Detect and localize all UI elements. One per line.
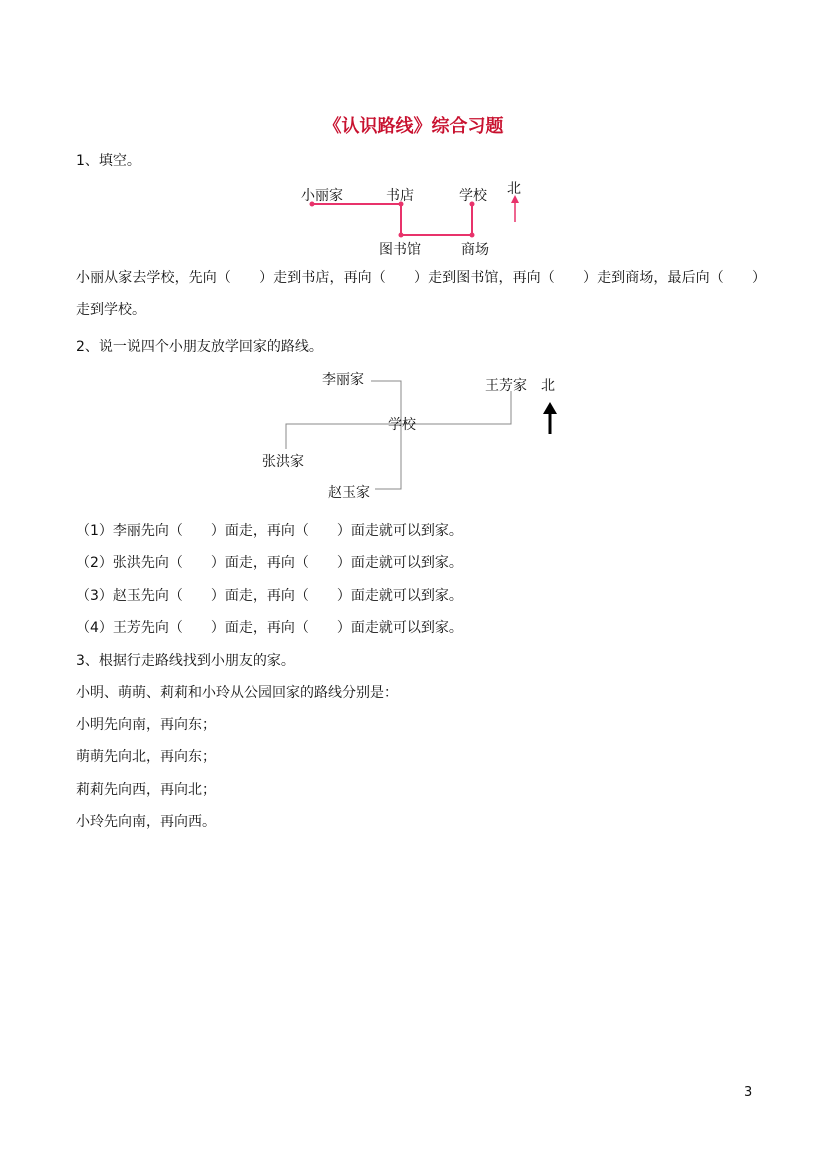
label-lili-home: 李丽家 [322, 372, 364, 388]
q3-route-2: 萌萌先向北，再向东； [76, 749, 216, 765]
q2-item-2: （2）张洪先向（ ）面走，再向（ ）面走就可以到家。 [76, 555, 463, 571]
label-school-2: 学校 [388, 417, 416, 433]
q2-route-map [0, 0, 827, 510]
q3-route-1: 小明先向南，再向东； [76, 717, 216, 733]
label-wangfang-home: 王芳家 [485, 378, 527, 394]
q3-route-3: 莉莉先向西，再向北； [76, 782, 216, 798]
north-arrow-icon-2 [543, 402, 557, 414]
route-wangfang [401, 391, 511, 424]
page-number: 3 [744, 1085, 753, 1100]
q1-heading: 1、填空。 [76, 153, 141, 169]
q2-item-1: （1）李丽先向（ ）面走，再向（ ）面走就可以到家。 [76, 523, 463, 539]
q3-route-4: 小玲先向南，再向西。 [76, 814, 216, 830]
label-school: 学校 [459, 188, 487, 204]
route-zhaoyu [375, 424, 401, 489]
page-title: 《认识路线》综合习题 [323, 116, 504, 137]
q3-heading: 3、根据行走路线找到小朋友的家。 [76, 653, 295, 669]
label-zhanghong-home: 张洪家 [262, 454, 304, 470]
q2-heading: 2、说一说四个小朋友放学回家的路线。 [76, 339, 323, 355]
q2-item-4: （4）王芳先向（ ）面走，再向（ ）面走就可以到家。 [76, 620, 463, 636]
q2-item-3: （3）赵玉先向（ ）面走，再向（ ）面走就可以到家。 [76, 588, 463, 604]
label-bookstore: 书店 [386, 188, 414, 204]
label-library: 图书馆 [379, 242, 421, 258]
label-mall: 商场 [461, 242, 489, 258]
q3-intro: 小明、萌萌、莉莉和小玲从公园回家的路线分别是： [76, 685, 398, 701]
q2-route-lines [286, 381, 511, 489]
q1-fill-text: 小丽从家去学校，先向（ ）走到书店，再向（ ）走到图书馆，再向（ ）走到商场，最后向（ ）走到学校。 [76, 270, 766, 318]
label-zhaoyu-home: 赵玉家 [328, 485, 370, 501]
label-xiaoli-home: 小丽家 [301, 188, 343, 204]
route-zhanghong [286, 424, 401, 449]
label-north: 北 [507, 181, 521, 197]
label-north-2: 北 [541, 378, 555, 394]
